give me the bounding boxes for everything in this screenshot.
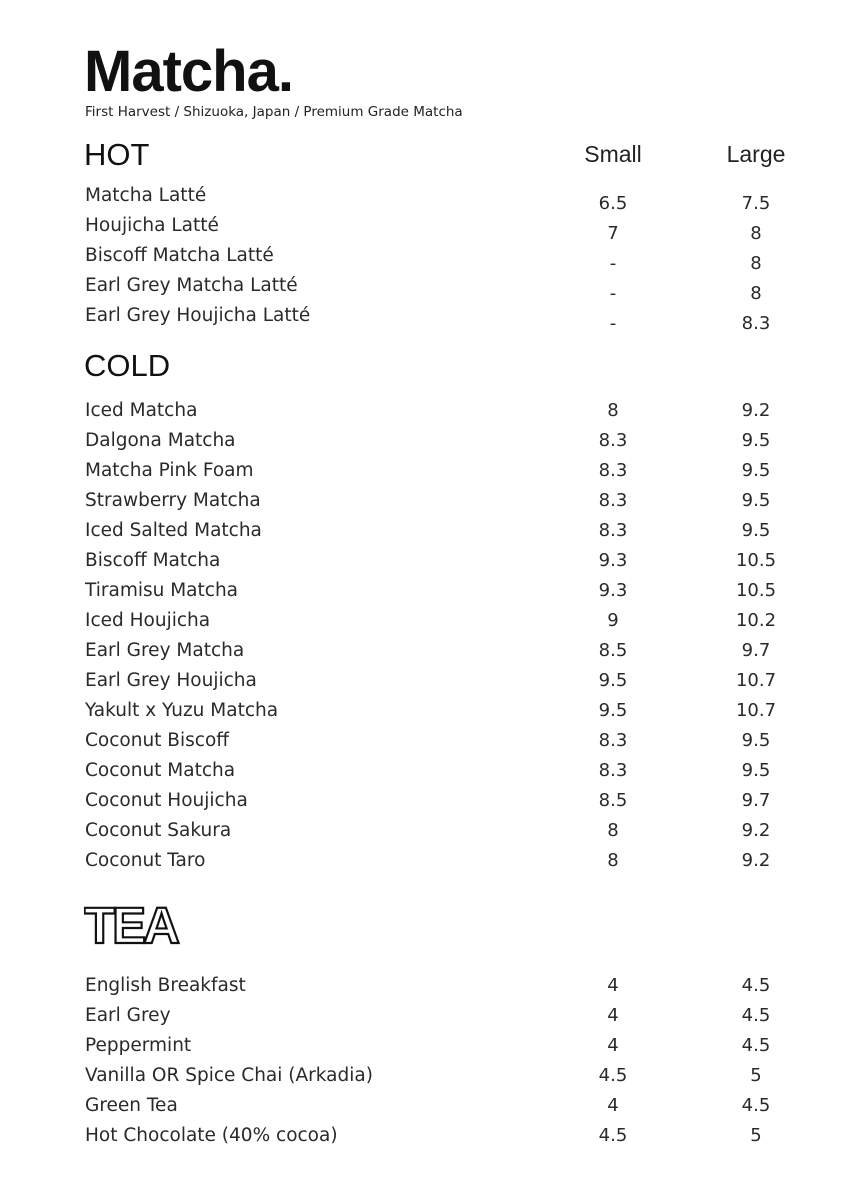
menu-item-name: Dalgona Matcha [85, 430, 236, 451]
menu-item-name: Peppermint [85, 1035, 192, 1056]
price-large: 10.7 [735, 670, 777, 691]
price-large: 9.5 [741, 760, 771, 781]
menu-item [0, 1061, 848, 1091]
price-large: 10.5 [735, 550, 777, 571]
menu-item-name: Matcha Latté [85, 185, 207, 206]
price-small: 4 [607, 1005, 619, 1026]
price-small: 6.5 [598, 193, 628, 214]
menu-item [0, 726, 848, 756]
price-large: 9.5 [741, 490, 771, 511]
price-large: 8 [750, 223, 762, 244]
tea-outline-heading [84, 896, 204, 952]
menu-item [0, 636, 848, 666]
menu-item [0, 846, 848, 876]
menu-item [0, 1121, 848, 1151]
price-small: 8.3 [598, 490, 628, 511]
price-large: 4.5 [741, 1035, 771, 1056]
menu-item [0, 486, 848, 516]
price-small: 8.5 [598, 640, 628, 661]
menu-item-name: Coconut Taro [85, 850, 206, 871]
price-large: 8 [750, 253, 762, 274]
menu-item-name: Coconut Houjicha [85, 790, 248, 811]
menu-item [0, 606, 848, 636]
menu-item [0, 786, 848, 816]
price-small: 8.3 [598, 520, 628, 541]
price-large: 4.5 [741, 1005, 771, 1026]
menu-item-name: Matcha Pink Foam [85, 460, 254, 481]
menu-item [0, 1031, 848, 1061]
menu-item-name: Iced Houjicha [85, 610, 211, 631]
price-large: 10.5 [735, 580, 777, 601]
price-large: 9.2 [741, 850, 771, 871]
menu-item-name: Green Tea [85, 1095, 178, 1116]
menu-item [0, 756, 848, 786]
price-small: 4.5 [598, 1065, 628, 1086]
menu-item [0, 211, 848, 244]
menu-item-name: Vanilla OR Spice Chai (Arkadia) [85, 1065, 373, 1086]
menu-item [0, 971, 848, 1001]
price-small: 8 [607, 850, 619, 871]
price-small: - [609, 283, 617, 304]
price-large: 8 [750, 283, 762, 304]
menu-item [0, 271, 848, 304]
price-large: 9.2 [741, 400, 771, 421]
price-large: 4.5 [741, 1095, 771, 1116]
price-small: 4 [607, 1095, 619, 1116]
menu-item [0, 301, 848, 334]
price-large: 10.7 [735, 700, 777, 721]
price-small: 8.3 [598, 460, 628, 481]
price-large: 9.2 [741, 820, 771, 841]
section-heading-cold: COLD [84, 348, 171, 383]
price-small: 8 [607, 820, 619, 841]
menu-item-name: Strawberry Matcha [85, 490, 261, 511]
price-small: 9.5 [598, 700, 628, 721]
price-small: 8.5 [598, 790, 628, 811]
price-small: 9.3 [598, 580, 628, 601]
section-heading-tea [84, 896, 204, 952]
page-title: Matcha. [84, 39, 293, 104]
section-heading-hot: HOT [84, 137, 150, 172]
menu-item-name: Earl Grey Houjicha [85, 670, 257, 691]
price-small: 9.3 [598, 550, 628, 571]
menu-item [0, 456, 848, 486]
menu-item [0, 816, 848, 846]
price-large: 7.5 [741, 193, 771, 214]
menu-list-cold [0, 396, 848, 876]
price-small: 7 [607, 223, 619, 244]
price-small: 9 [607, 610, 619, 631]
menu-item [0, 241, 848, 274]
price-small: 8.3 [598, 730, 628, 751]
menu-item [0, 181, 848, 214]
menu-item-name: Coconut Biscoff [85, 730, 230, 751]
price-small: 8.3 [598, 760, 628, 781]
menu-item [0, 1091, 848, 1121]
menu-item-name: Coconut Matcha [85, 760, 236, 781]
price-small: 8 [607, 400, 619, 421]
price-small: - [609, 253, 617, 274]
menu-item [0, 1001, 848, 1031]
price-small: - [609, 313, 617, 334]
price-large: 9.7 [741, 640, 771, 661]
menu-list-hot [0, 181, 848, 334]
menu-item-name: Coconut Sakura [85, 820, 232, 841]
menu-item-name: Biscoff Matcha Latté [85, 245, 274, 266]
menu-item [0, 576, 848, 606]
price-large: 5 [750, 1125, 762, 1146]
price-small: 4 [607, 975, 619, 996]
page-subtitle: First Harvest / Shizuoka, Japan / Premium Grade Matcha [85, 104, 463, 120]
menu-item-name: English Breakfast [85, 975, 246, 996]
price-small: 4.5 [598, 1125, 628, 1146]
menu-item-name: Houjicha Latté [85, 215, 219, 236]
menu-item-name: Biscoff Matcha [85, 550, 221, 571]
menu-item [0, 696, 848, 726]
price-large: 4.5 [741, 975, 771, 996]
price-small: 4 [607, 1035, 619, 1056]
menu-item-name: Earl Grey Houjicha Latté [85, 305, 311, 326]
menu-item-name: Earl Grey Matcha Latté [85, 275, 298, 296]
size-header-small: Small [584, 141, 642, 167]
menu-item-name: Earl Grey Matcha [85, 640, 245, 661]
price-large: 5 [750, 1065, 762, 1086]
price-small: 9.5 [598, 670, 628, 691]
price-large: 10.2 [735, 610, 777, 631]
menu-list-tea [0, 971, 848, 1151]
menu-item-name: Tiramisu Matcha [85, 580, 239, 601]
size-header-large: Large [726, 141, 786, 167]
menu-item [0, 426, 848, 456]
price-large: 9.5 [741, 730, 771, 751]
tea-heading-text: TEA [84, 897, 177, 952]
menu-item [0, 666, 848, 696]
price-small: 8.3 [598, 430, 628, 451]
menu-item-name: Iced Matcha [85, 400, 198, 421]
menu-item-name: Hot Chocolate (40% cocoa) [85, 1125, 338, 1146]
price-large: 9.5 [741, 520, 771, 541]
menu-item-name: Iced Salted Matcha [85, 520, 262, 541]
price-large: 9.5 [741, 430, 771, 451]
menu-item [0, 516, 848, 546]
menu-item-name: Earl Grey [85, 1005, 171, 1026]
price-large: 9.5 [741, 460, 771, 481]
menu-item [0, 396, 848, 426]
menu-item-name: Yakult x Yuzu Matcha [85, 700, 279, 721]
menu-item [0, 546, 848, 576]
price-large: 9.7 [741, 790, 771, 811]
price-large: 8.3 [741, 313, 771, 334]
